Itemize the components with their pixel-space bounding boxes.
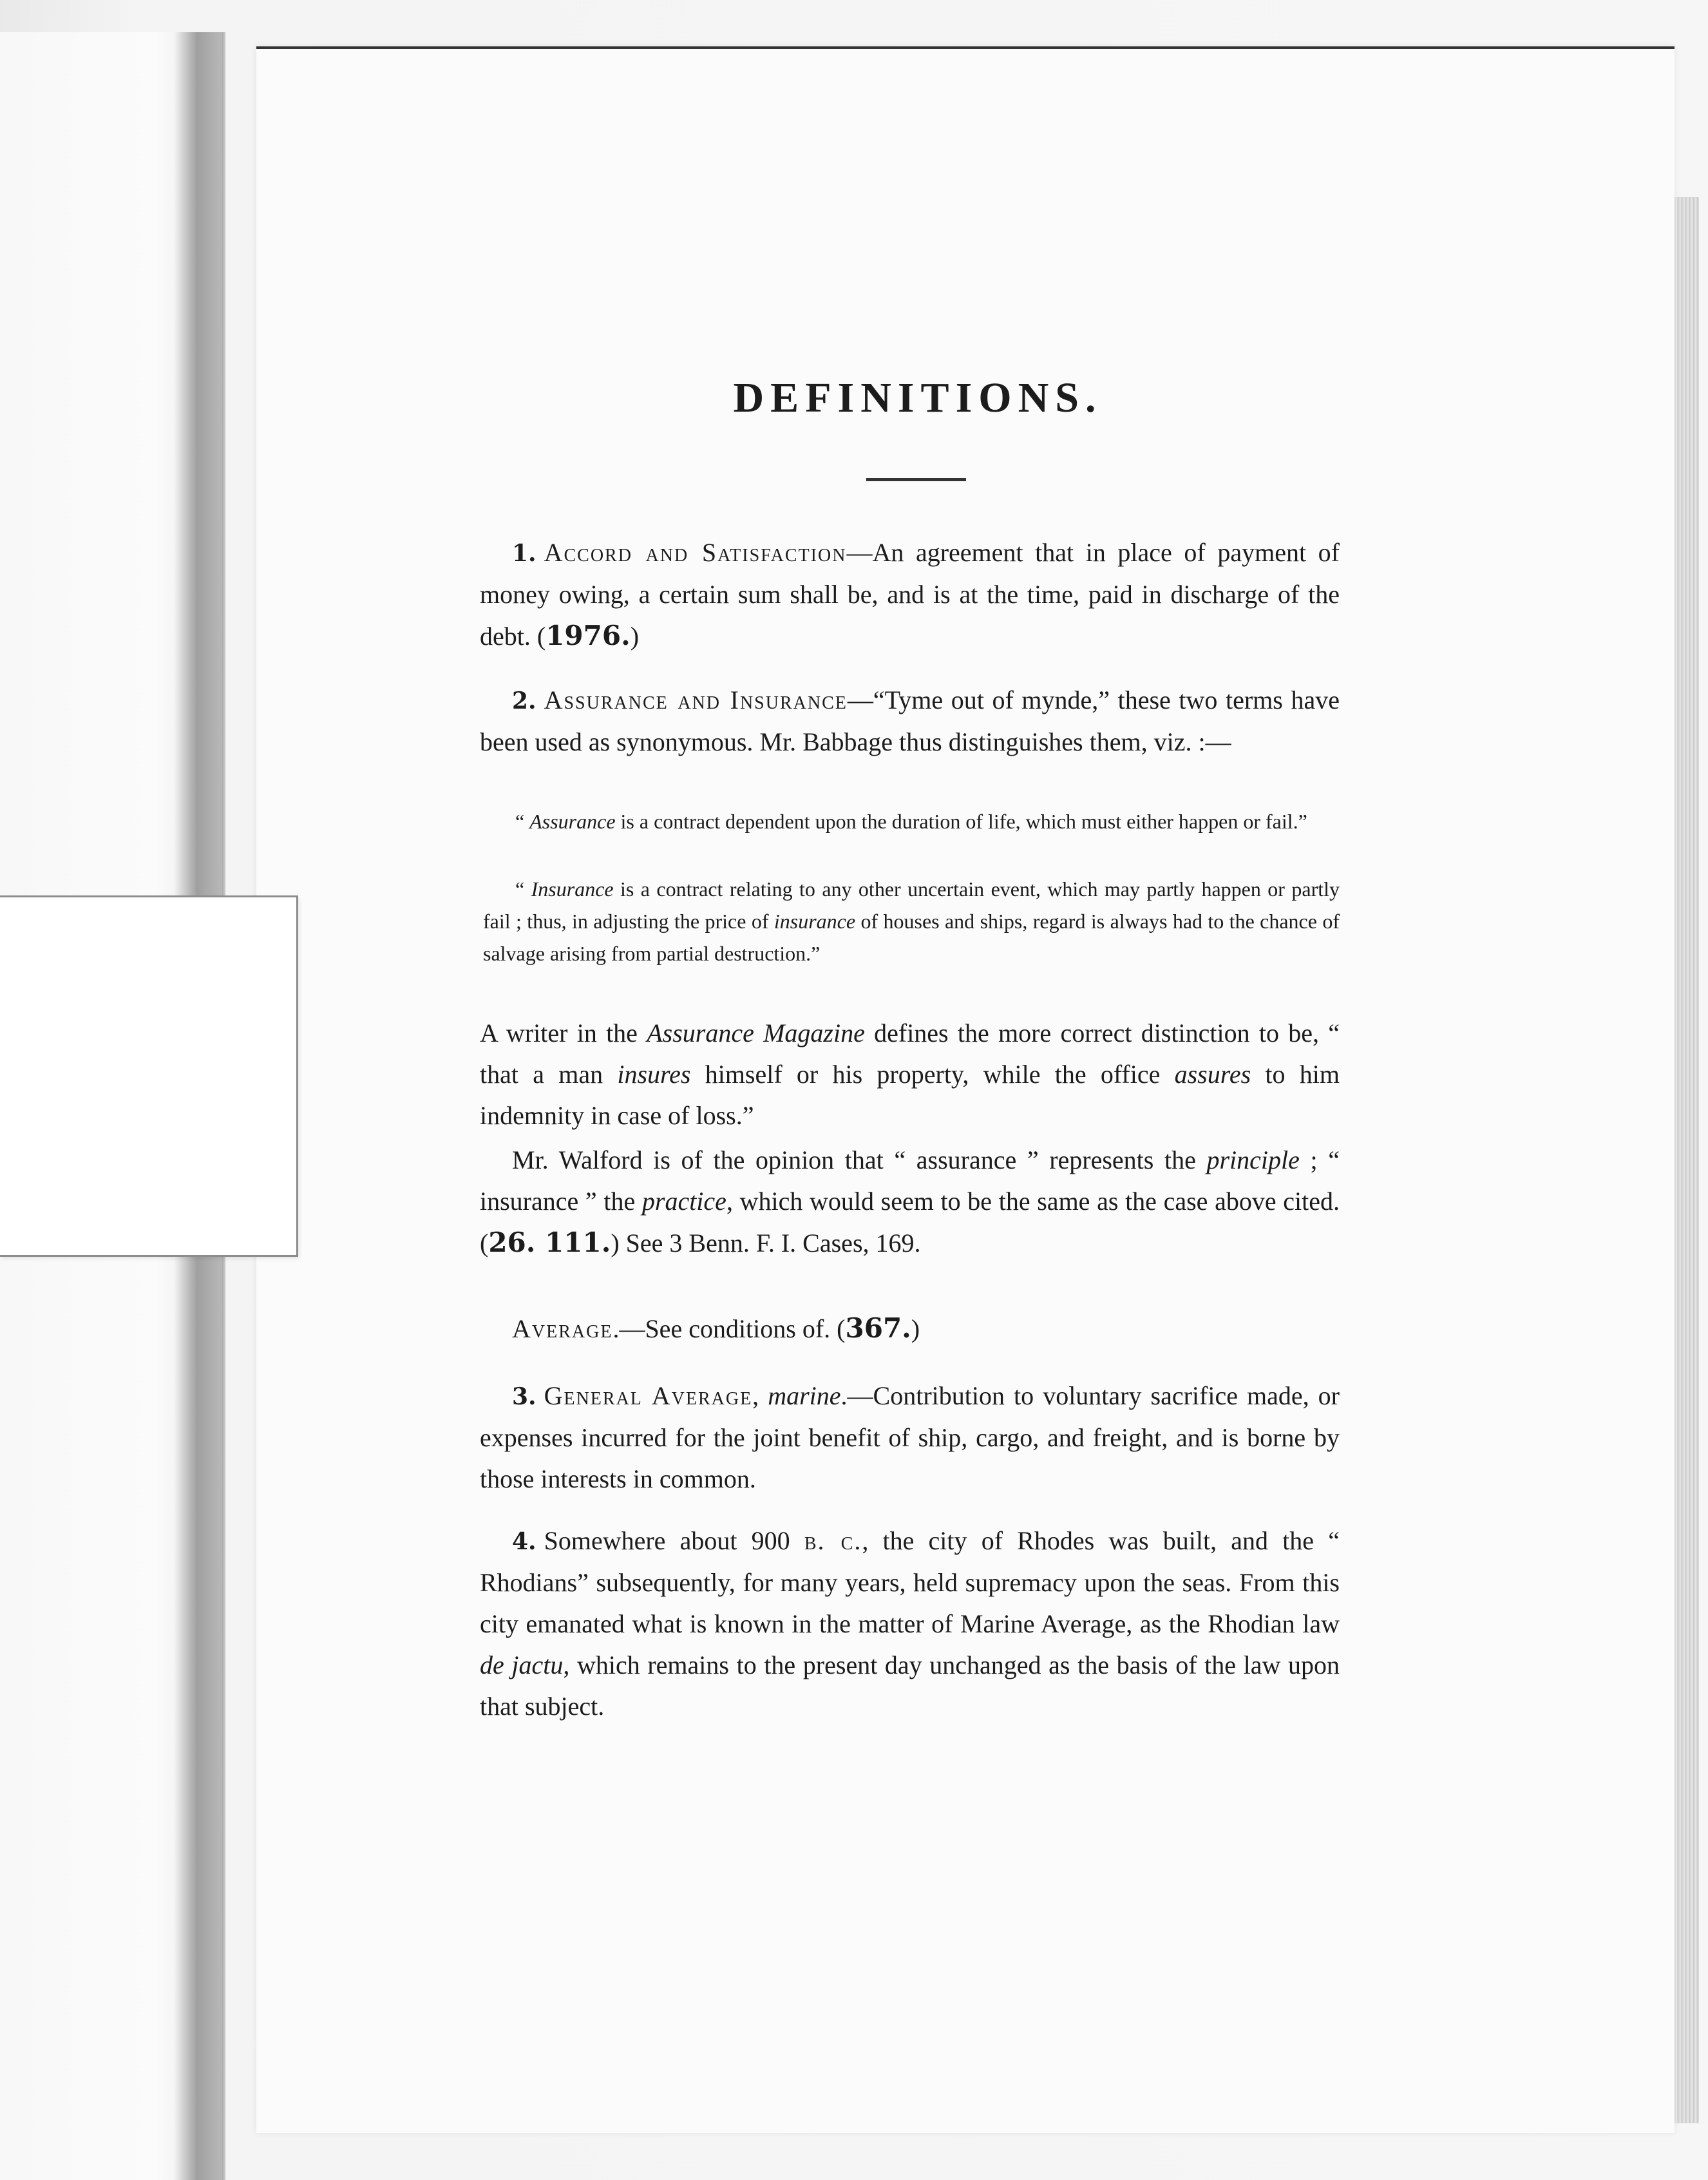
- emphasized-word-2: assures: [1174, 1060, 1251, 1089]
- definition-text: .—Contribution to voluntary sacrifice made, or expenses incurred for the joint benefit of ship, cargo, and freight, and is borne by those interests in common.: [480, 1381, 1340, 1493]
- definition-heading: Average: [512, 1314, 613, 1343]
- paragraph-text-continued: defines the more correct distinction to be, “ that a man: [480, 1018, 1340, 1089]
- definition-assurance-and-insurance: [480, 680, 1340, 763]
- paragraph-text: Mr. Walford is of the opinion that “ assurance ” represents the: [512, 1145, 1207, 1174]
- quote-text: is a contract relating to any other uncertain event, which may partly happen or partly fail ; thus, in adjusting the price of: [483, 877, 1340, 933]
- assurance-magazine-paragraph: [480, 1013, 1340, 1136]
- title-rule: [866, 478, 966, 481]
- quote-text-continued: of houses and ships, regard is always had to the chance of salvage arising from partial destruction.”: [483, 910, 1340, 965]
- definition-number: 2.: [512, 687, 536, 714]
- closing-parenthesis: ): [911, 1314, 920, 1343]
- paper-bookmark-tab: [0, 895, 298, 1257]
- paragraph-text-middle: , which would seem to be the same as the case above cited. (: [480, 1187, 1340, 1257]
- section-reference: 26. 111.: [488, 1227, 611, 1258]
- quote-text: is a contract dependent upon the duration of life, which must either happen or fail.”: [615, 810, 1307, 833]
- definition-number: 3.: [512, 1383, 536, 1410]
- paragraph-text-middle: himself or his property, while the office: [690, 1060, 1175, 1089]
- paragraph-text: A writer in the: [480, 1018, 647, 1047]
- definition-accord-and-satisfaction: [480, 532, 1340, 657]
- definition-average: [480, 1308, 1340, 1350]
- closing-parenthesis: ): [630, 622, 640, 651]
- quoted-term-2: insurance: [773, 910, 856, 933]
- magazine-title: Assurance Magazine: [647, 1018, 865, 1047]
- quote-open: “: [515, 877, 531, 901]
- definition-qualifier: marine: [768, 1381, 841, 1410]
- quoted-term: Assurance: [529, 810, 616, 833]
- definition-heading: Assurance and Insurance: [544, 685, 848, 714]
- definition-text: —“Tyme out of mynde,” these two terms have been used as synonymous. Mr. Babbage thus distinguishes them, viz. :—: [480, 685, 1340, 756]
- emphasized-word: insures: [617, 1060, 691, 1089]
- definition-text: .—See conditions of. (: [612, 1314, 846, 1343]
- definition-heading: General Average: [544, 1381, 753, 1410]
- definition-heading: Accord and Satisfaction: [544, 538, 847, 567]
- emphasized-word: principle: [1206, 1145, 1300, 1174]
- definition-number: 1.: [512, 540, 536, 567]
- era-abbreviation: b. c.: [804, 1526, 862, 1555]
- section-reference: 367.: [845, 1312, 911, 1344]
- quote-open: “: [515, 810, 530, 833]
- quoted-term: Insurance: [531, 877, 614, 901]
- definition-text-end: , which remains to the present day unchanged as the basis of the law upon that subject.: [480, 1650, 1340, 1721]
- paragraph-text-end: ) See 3 Benn. F. I. Cases, 169.: [611, 1229, 921, 1257]
- insurance-quote: [483, 873, 1340, 970]
- paragraph-text-end: to him indemnity in case of loss.”: [480, 1060, 1340, 1130]
- page-title: DEFINITIONS.: [733, 374, 1103, 421]
- emphasized-word-2: practice: [641, 1187, 726, 1216]
- latin-term: de jactu: [480, 1650, 564, 1679]
- definition-rhodian-law: [480, 1520, 1340, 1727]
- section-reference: 1976.: [546, 620, 631, 651]
- walford-paragraph: [480, 1140, 1340, 1264]
- definition-text: Somewhere about 900: [544, 1526, 804, 1555]
- definition-number: 4.: [512, 1528, 536, 1555]
- definition-general-average: [480, 1375, 1340, 1500]
- heading-separator: ,: [752, 1381, 768, 1410]
- definition-text-continued: , the city of Rhodes was built, and the “ Rhodians” subsequently, for many years, held supremacy upon the seas. From this city emanated what is known in the matter of Marine Average, as the Rhodian law: [480, 1526, 1340, 1638]
- paragraph-text-continued: ; “ insurance ” the: [480, 1145, 1340, 1216]
- assurance-quote: [483, 805, 1340, 837]
- definition-text: —An agreement that in place of payment of money owing, a certain sum shall be, and is at the time, paid in discharge of the debt. (: [480, 538, 1340, 651]
